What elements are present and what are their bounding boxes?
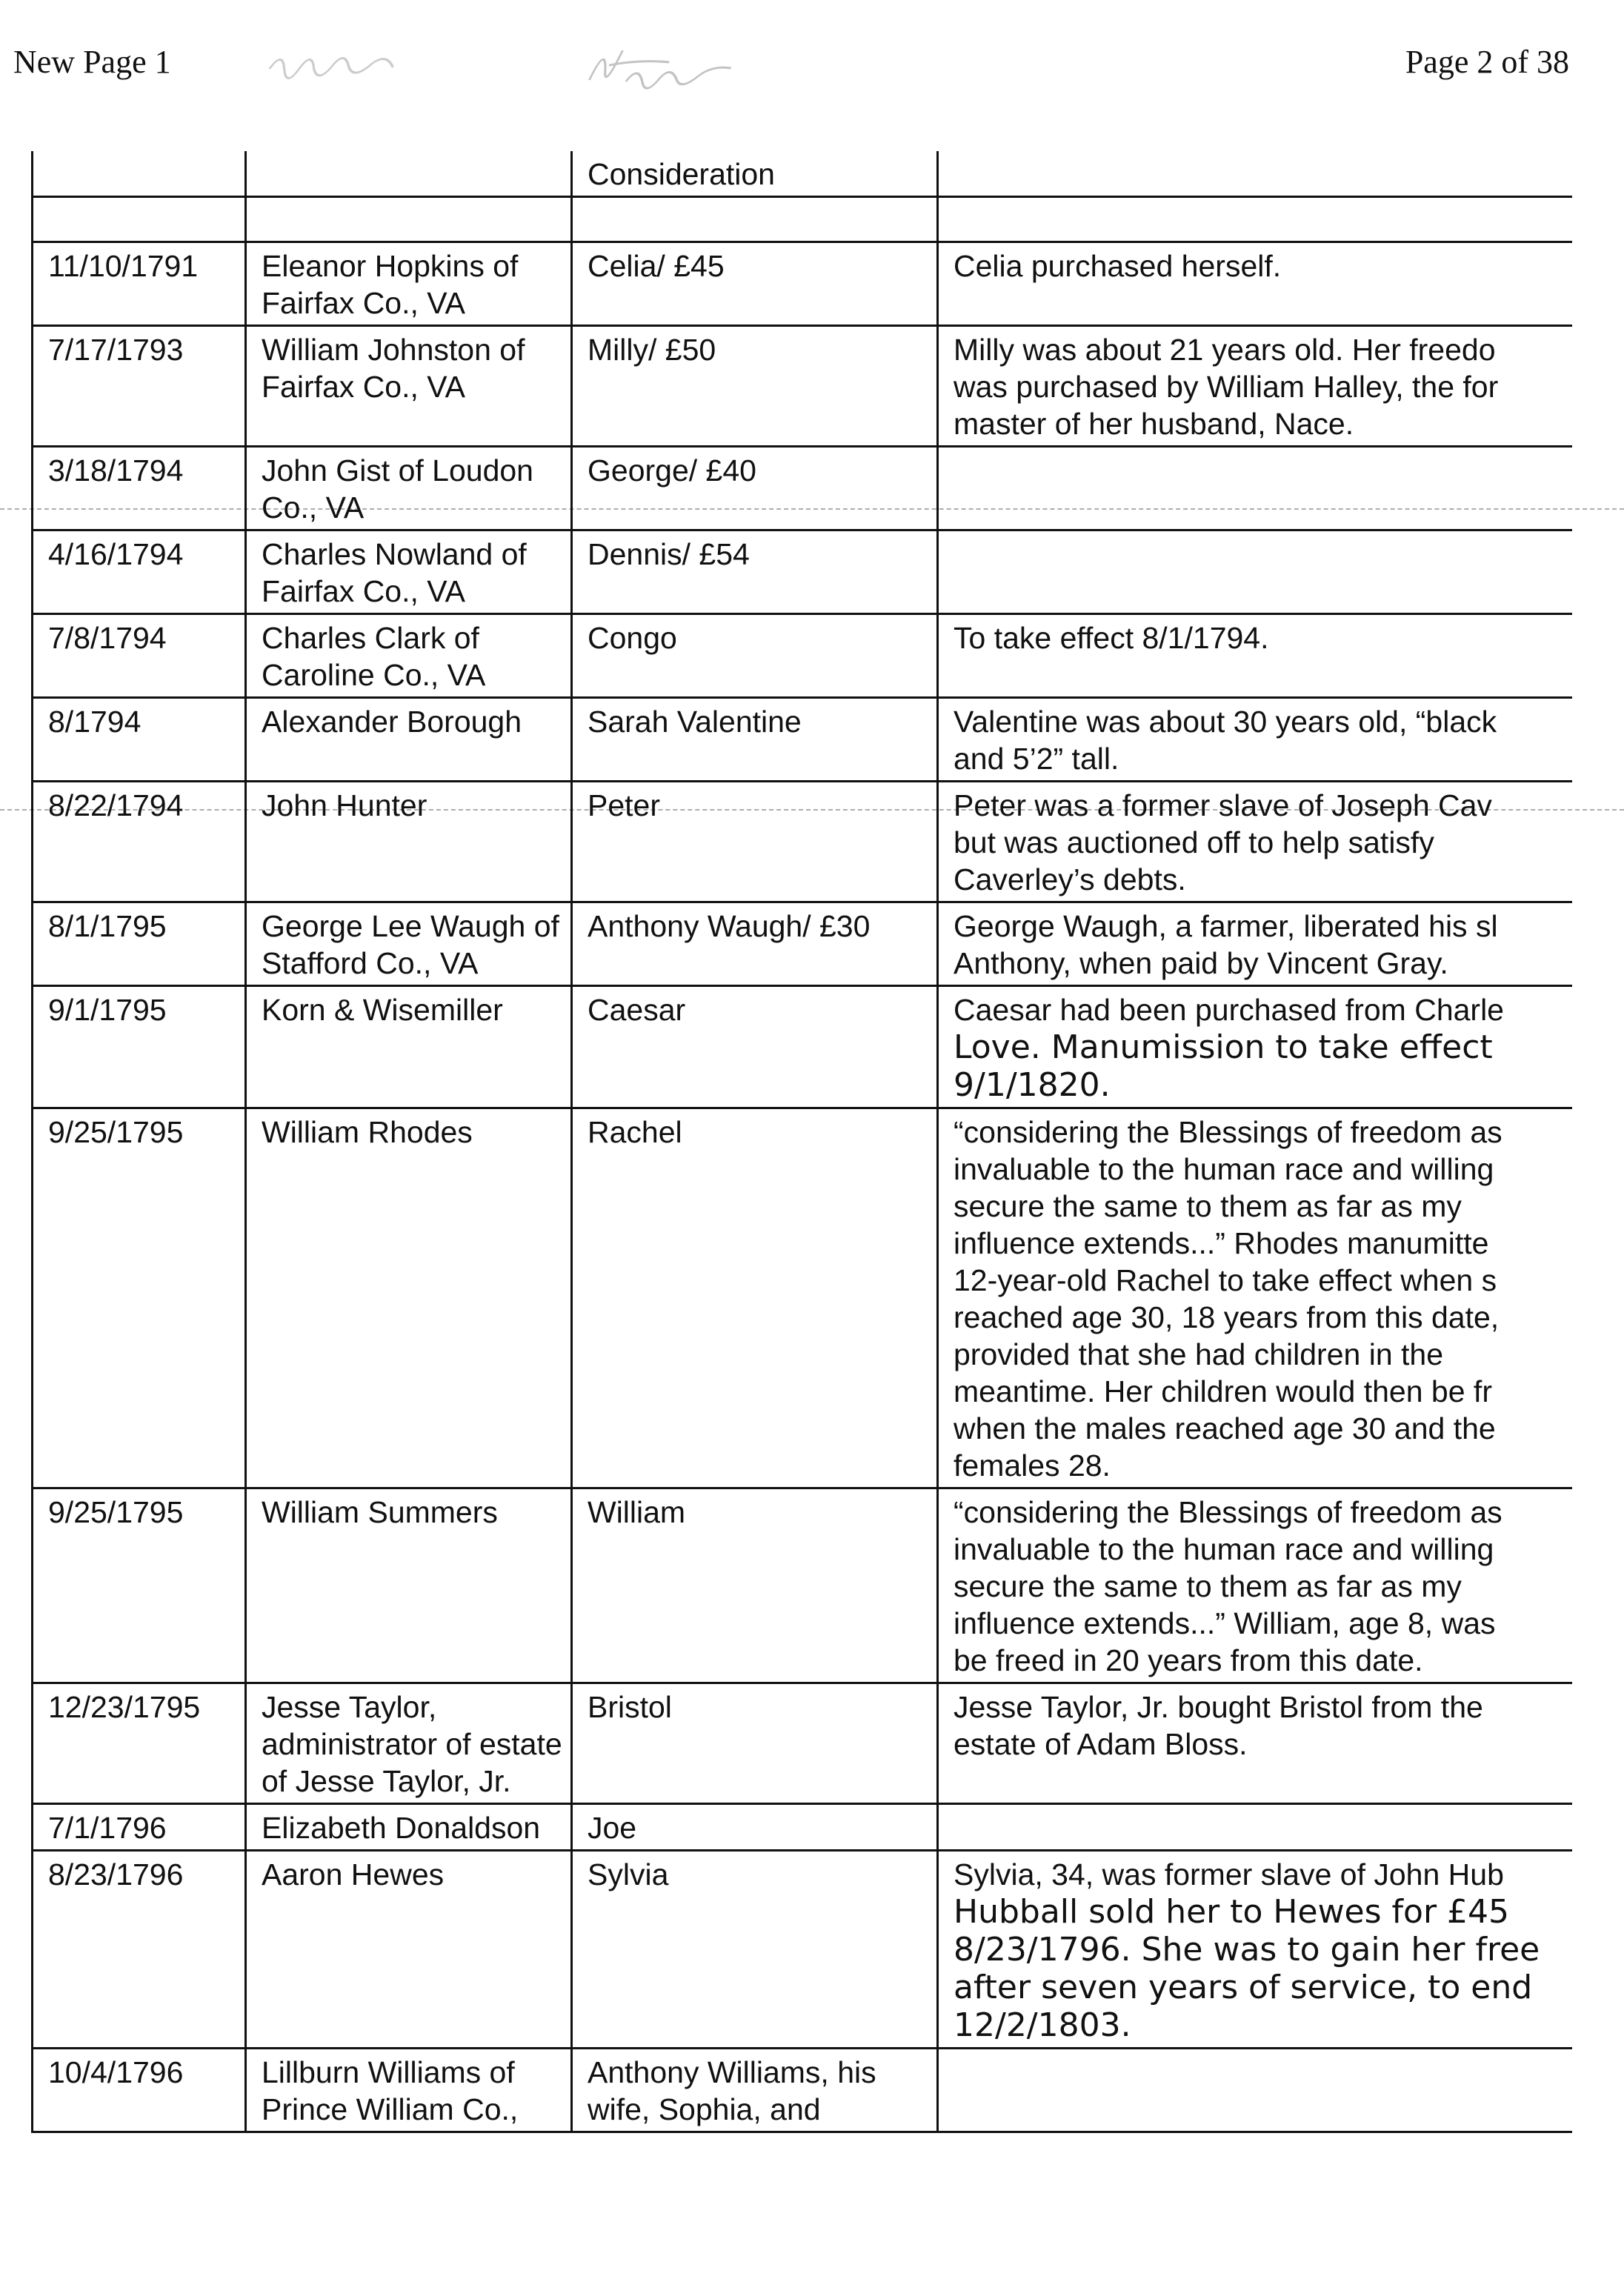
table-row bbox=[33, 447, 1572, 530]
table-body bbox=[33, 151, 1572, 2132]
date-cell: 8/22/1794 bbox=[33, 782, 246, 902]
table-row bbox=[33, 530, 1572, 614]
note-line: Peter was a former slave of Joseph Cav bbox=[954, 788, 1492, 822]
party-cell: Aaron Hewes bbox=[246, 1851, 572, 2049]
date-cell: 4/16/1794 bbox=[33, 530, 246, 614]
table-row bbox=[33, 1488, 1572, 1683]
table-row bbox=[33, 1683, 1572, 1804]
page-header-left: New Page 1 bbox=[13, 44, 171, 80]
blank-cell bbox=[33, 197, 246, 242]
note-line: Anthony, when paid by Vincent Gray. bbox=[954, 946, 1448, 980]
consideration-header: Consideration bbox=[588, 157, 775, 191]
handwritten-scribble-2 bbox=[574, 36, 774, 104]
notes-cell bbox=[938, 698, 1572, 782]
note-line: Milly was about 21 years old. Her freedo bbox=[954, 333, 1496, 367]
note-line: but was auctioned off to help satisfy bbox=[954, 825, 1434, 859]
blank-cell bbox=[938, 197, 1572, 242]
blank-row bbox=[33, 197, 1572, 242]
notes-cell bbox=[938, 1683, 1572, 1804]
note-line: meantime. Her children would then be fr bbox=[954, 1374, 1492, 1408]
scribble-mark-2 bbox=[577, 36, 774, 95]
table-row bbox=[33, 1851, 1572, 2049]
note-line: and 5’2” tall. bbox=[954, 742, 1119, 776]
note-line: after seven years of service, to end bbox=[954, 1969, 1533, 2006]
blank-cell bbox=[246, 197, 572, 242]
note-line: Caesar had been purchased from Charle bbox=[954, 993, 1504, 1027]
note-line: 12-year-old Rachel to take effect when s bbox=[954, 1263, 1497, 1297]
date-cell: 3/18/1794 bbox=[33, 447, 246, 530]
consideration-cell: Anthony Waugh/ £30 bbox=[572, 902, 938, 986]
date-cell: 10/4/1796 bbox=[33, 2049, 246, 2132]
note-line: Caverley’s debts. bbox=[954, 862, 1186, 896]
table-row bbox=[33, 902, 1572, 986]
consideration-cell: Celia/ £45 bbox=[572, 242, 938, 326]
note-line: Hubball sold her to Hewes for £45 bbox=[954, 1893, 1509, 1931]
note-line: when the males reached age 30 and the bbox=[954, 1411, 1496, 1445]
party-cell: Korn & Wisemiller bbox=[246, 986, 572, 1108]
note-line: 12/2/1803. bbox=[954, 2006, 1131, 2044]
date-cell: 9/25/1795 bbox=[33, 1488, 246, 1683]
scribble-mark-1 bbox=[260, 36, 470, 87]
page-header-right: Page 2 of 38 bbox=[1405, 44, 1569, 80]
consideration-cell: Sylvia bbox=[572, 1851, 938, 2049]
note-line: 8/23/1796. She was to gain her free bbox=[954, 1931, 1540, 1969]
note-line: was purchased by William Halley, the for bbox=[954, 370, 1499, 404]
party-cell: Lillburn Williams of Prince William Co., bbox=[246, 2049, 572, 2132]
note-line: provided that she had children in the bbox=[954, 1337, 1444, 1371]
notes-cell bbox=[938, 1108, 1572, 1488]
party-cell: John Hunter bbox=[246, 782, 572, 902]
note-line: master of her husband, Nace. bbox=[954, 407, 1354, 441]
consideration-cell: George/ £40 bbox=[572, 447, 938, 530]
table-header-row bbox=[33, 151, 1572, 197]
notes-cell bbox=[938, 614, 1572, 698]
consideration-cell: Congo bbox=[572, 614, 938, 698]
date-cell: 11/10/1791 bbox=[33, 242, 246, 326]
party-cell: Charles Clark of Caroline Co., VA bbox=[246, 614, 572, 698]
party-cell: Elizabeth Donaldson bbox=[246, 1804, 572, 1851]
party-cell: George Lee Waugh of Stafford Co., VA bbox=[246, 902, 572, 986]
note-line: be freed in 20 years from this date. bbox=[954, 1643, 1423, 1677]
manumission-table bbox=[31, 151, 1572, 2133]
note-line: females 28. bbox=[954, 1448, 1111, 1483]
party-cell: John Gist of Loudon Co., VA bbox=[246, 447, 572, 530]
header-cell-date bbox=[33, 151, 246, 197]
date-cell: 9/25/1795 bbox=[33, 1108, 246, 1488]
table-row bbox=[33, 1108, 1572, 1488]
date-cell: 8/23/1796 bbox=[33, 1851, 246, 2049]
header-cell-party bbox=[246, 151, 572, 197]
header-cell-consideration bbox=[572, 151, 938, 197]
consideration-cell: Rachel bbox=[572, 1108, 938, 1488]
note-line: secure the same to them as far as my bbox=[954, 1189, 1462, 1223]
party-cell: William Rhodes bbox=[246, 1108, 572, 1488]
handwritten-scribble bbox=[257, 36, 470, 96]
table-row bbox=[33, 986, 1572, 1108]
date-cell: 12/23/1795 bbox=[33, 1683, 246, 1804]
table-row bbox=[33, 242, 1572, 326]
notes-cell bbox=[938, 782, 1572, 902]
date-cell: 7/17/1793 bbox=[33, 326, 246, 447]
party-cell: Eleanor Hopkins of Fairfax Co., VA bbox=[246, 242, 572, 326]
note-line: George Waugh, a farmer, liberated his sl bbox=[954, 909, 1498, 943]
party-cell: Charles Nowland of Fairfax Co., VA bbox=[246, 530, 572, 614]
party-cell: Alexander Borough bbox=[246, 698, 572, 782]
consideration-cell: Peter bbox=[572, 782, 938, 902]
notes-cell bbox=[938, 1488, 1572, 1683]
date-cell: 8/1/1795 bbox=[33, 902, 246, 986]
note-line: Jesse Taylor, Jr. bought Bristol from the bbox=[954, 1690, 1483, 1724]
note-line: invaluable to the human race and willing bbox=[954, 1152, 1494, 1186]
note-line: Celia purchased herself. bbox=[954, 249, 1282, 283]
consideration-cell: Milly/ £50 bbox=[572, 326, 938, 447]
notes-cell bbox=[938, 902, 1572, 986]
note-line: Valentine was about 30 years old, “black bbox=[954, 705, 1497, 739]
table-row bbox=[33, 698, 1572, 782]
table-row bbox=[33, 2049, 1572, 2132]
note-line: reached age 30, 18 years from this date, bbox=[954, 1300, 1500, 1334]
consideration-cell: Anthony Williams, his wife, Sophia, and bbox=[572, 2049, 938, 2132]
note-line: influence extends...” Rhodes manumitte bbox=[954, 1226, 1489, 1260]
note-line: “considering the Blessings of freedom as bbox=[954, 1115, 1502, 1149]
note-line: 9/1/1820. bbox=[954, 1066, 1111, 1104]
date-cell: 8/1794 bbox=[33, 698, 246, 782]
note-line: Love. Manumission to take effect bbox=[954, 1028, 1493, 1066]
date-cell: 7/8/1794 bbox=[33, 614, 246, 698]
consideration-cell: Sarah Valentine bbox=[572, 698, 938, 782]
party-cell: William Johnston of Fairfax Co., VA bbox=[246, 326, 572, 447]
note-line: “considering the Blessings of freedom as bbox=[954, 1495, 1502, 1529]
notes-cell bbox=[938, 1804, 1572, 1851]
notes-cell bbox=[938, 530, 1572, 614]
header-cell-notes bbox=[938, 151, 1572, 197]
table-row bbox=[33, 614, 1572, 698]
note-line: Sylvia, 34, was former slave of John Hub bbox=[954, 1857, 1504, 1892]
notes-cell bbox=[938, 326, 1572, 447]
consideration-cell: Dennis/ £54 bbox=[572, 530, 938, 614]
party-cell: Jesse Taylor, administrator of estate of Jesse Taylor, Jr. bbox=[246, 1683, 572, 1804]
note-line: influence extends...” William, age 8, was bbox=[954, 1606, 1496, 1640]
consideration-cell: Joe bbox=[572, 1804, 938, 1851]
notes-cell bbox=[938, 986, 1572, 1108]
notes-cell bbox=[938, 1851, 1572, 2049]
blank-cell bbox=[572, 197, 938, 242]
consideration-cell: William bbox=[572, 1488, 938, 1683]
note-line: invaluable to the human race and willing bbox=[954, 1532, 1494, 1566]
note-line: estate of Adam Bloss. bbox=[954, 1727, 1248, 1761]
notes-cell bbox=[938, 242, 1572, 326]
consideration-cell: Caesar bbox=[572, 986, 938, 1108]
table-row bbox=[33, 326, 1572, 447]
date-cell: 9/1/1795 bbox=[33, 986, 246, 1108]
note-line: To take effect 8/1/1794. bbox=[954, 621, 1269, 655]
note-line: secure the same to them as far as my bbox=[954, 1569, 1462, 1603]
notes-cell bbox=[938, 2049, 1572, 2132]
party-cell: William Summers bbox=[246, 1488, 572, 1683]
date-cell: 7/1/1796 bbox=[33, 1804, 246, 1851]
table-row bbox=[33, 1804, 1572, 1851]
notes-cell bbox=[938, 447, 1572, 530]
consideration-cell: Bristol bbox=[572, 1683, 938, 1804]
table-row bbox=[33, 782, 1572, 902]
